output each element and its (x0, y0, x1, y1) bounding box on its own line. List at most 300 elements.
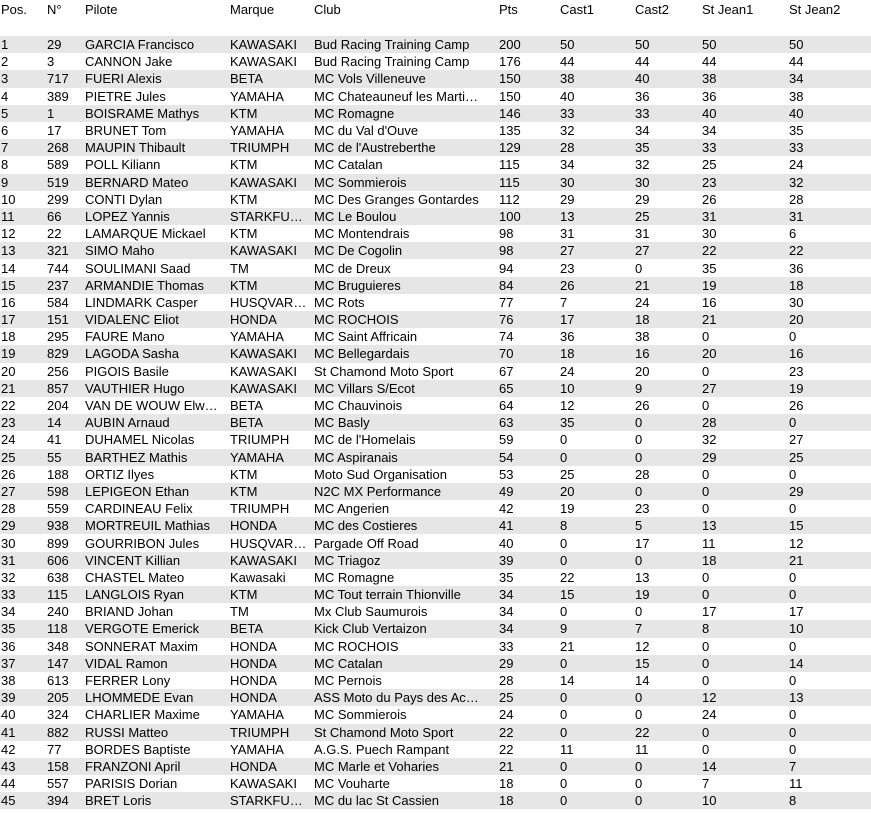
cell-st-jean1: 17 (702, 603, 789, 620)
cell-pos: 26 (0, 466, 47, 483)
cell-pos: 42 (0, 741, 47, 758)
cell-pts: 150 (499, 70, 560, 87)
cell-st-jean1: 40 (702, 105, 789, 122)
cell-st-jean2: 11 (789, 775, 871, 792)
table-row (0, 741, 871, 758)
cell-cast1: 40 (560, 88, 635, 105)
cell-marque: KAWASAKI (230, 552, 314, 569)
cell-st-jean2: 27 (789, 431, 871, 448)
cell-pos: 44 (0, 775, 47, 792)
cell-club: MC Bellegardais (314, 345, 499, 362)
cell-pos: 32 (0, 569, 47, 586)
cell-cast1: 0 (560, 724, 635, 741)
cell-club: MC Le Boulou (314, 208, 499, 225)
cell-club: Pargade Off Road (314, 534, 499, 551)
cell-cast2: 26 (635, 397, 702, 414)
cell-st-jean2: 24 (789, 156, 871, 173)
cell-st-jean1: 8 (702, 620, 789, 637)
cell-st-jean1: 0 (702, 363, 789, 380)
header-spacer (0, 23, 871, 36)
cell-club: Bud Racing Training Camp (314, 53, 499, 70)
cell-pos: 15 (0, 277, 47, 294)
cell-cast2: 23 (635, 500, 702, 517)
cell-pos: 43 (0, 758, 47, 775)
cell-pilote: GOURRIBON Jules (85, 534, 230, 551)
cell-number: 606 (47, 552, 85, 569)
cell-club: Mx Club Saumurois (314, 603, 499, 620)
header-marque: Marque (230, 2, 275, 17)
cell-pos: 16 (0, 294, 47, 311)
cell-marque: YAMAHA (230, 122, 314, 139)
cell-pts: 24 (499, 706, 560, 723)
cell-club: MC De Cogolin (314, 242, 499, 259)
cell-pts: 42 (499, 500, 560, 517)
cell-marque: KAWASAKI (230, 36, 314, 53)
cell-pilote: LINDMARK Casper (85, 294, 230, 311)
cell-cast1: 0 (560, 655, 635, 672)
cell-marque: BETA (230, 620, 314, 637)
cell-st-jean1: 18 (702, 552, 789, 569)
cell-number: 17 (47, 122, 85, 139)
cell-pilote: SOULIMANI Saad (85, 259, 230, 276)
table-row (0, 225, 871, 242)
cell-pts: 22 (499, 724, 560, 741)
cell-pts: 34 (499, 603, 560, 620)
cell-pos: 29 (0, 517, 47, 534)
cell-cast2: 11 (635, 741, 702, 758)
cell-cast2: 0 (635, 431, 702, 448)
table-row (0, 328, 871, 345)
cell-pos: 8 (0, 156, 47, 173)
cell-cast1: 19 (560, 500, 635, 517)
cell-st-jean2: 0 (789, 672, 871, 689)
cell-number: 589 (47, 156, 85, 173)
cell-st-jean1: 14 (702, 758, 789, 775)
cell-pos: 1 (0, 36, 47, 53)
cell-marque: YAMAHA (230, 706, 314, 723)
cell-number: 158 (47, 758, 85, 775)
cell-pos: 7 (0, 139, 47, 156)
table-row (0, 603, 871, 620)
cell-cast2: 0 (635, 775, 702, 792)
cell-number: 557 (47, 775, 85, 792)
cell-pilote: CANNON Jake (85, 53, 230, 70)
cell-pilote: BRET Loris (85, 792, 230, 809)
cell-marque: KTM (230, 586, 314, 603)
cell-marque: BETA (230, 70, 314, 87)
cell-st-jean2: 26 (789, 397, 871, 414)
cell-club: MC Vols Villeneuve (314, 70, 499, 87)
cell-cast1: 31 (560, 225, 635, 242)
cell-cast2: 0 (635, 449, 702, 466)
cell-pos: 17 (0, 311, 47, 328)
cell-club: MC Angerien (314, 500, 499, 517)
cell-cast1: 7 (560, 294, 635, 311)
cell-pos: 27 (0, 483, 47, 500)
cell-st-jean1: 0 (702, 397, 789, 414)
cell-pts: 63 (499, 414, 560, 431)
cell-st-jean2: 7 (789, 758, 871, 775)
cell-pos: 2 (0, 53, 47, 70)
cell-pos: 23 (0, 414, 47, 431)
cell-club: MC ROCHOIS (314, 638, 499, 655)
table-row (0, 483, 871, 500)
cell-cast1: 0 (560, 552, 635, 569)
cell-marque: KAWASAKI (230, 363, 314, 380)
cell-st-jean2: 12 (789, 534, 871, 551)
cell-st-jean1: 50 (702, 36, 789, 53)
cell-club: MC Bruguieres (314, 277, 499, 294)
cell-cast2: 0 (635, 414, 702, 431)
cell-pos: 13 (0, 242, 47, 259)
header-st-jean2: St Jean2 (789, 2, 841, 17)
cell-st-jean2: 17 (789, 603, 871, 620)
table-row (0, 191, 871, 208)
cell-marque: KAWASAKI (230, 345, 314, 362)
cell-marque: YAMAHA (230, 741, 314, 758)
cell-cast1: 0 (560, 449, 635, 466)
cell-cast1: 0 (560, 689, 635, 706)
cell-st-jean1: 0 (702, 328, 789, 345)
cell-cast1: 0 (560, 758, 635, 775)
cell-pts: 76 (499, 311, 560, 328)
cell-marque: HONDA (230, 689, 314, 706)
cell-marque: BETA (230, 397, 314, 414)
table-row (0, 620, 871, 637)
cell-pts: 77 (499, 294, 560, 311)
cell-cast1: 26 (560, 277, 635, 294)
cell-cast1: 0 (560, 431, 635, 448)
cell-pos: 19 (0, 345, 47, 362)
cell-cast1: 11 (560, 741, 635, 758)
table-row (0, 122, 871, 139)
cell-club: Kick Club Vertaizon (314, 620, 499, 637)
cell-marque: Kawasaki (230, 569, 314, 586)
cell-pts: 135 (499, 122, 560, 139)
cell-st-jean1: 0 (702, 569, 789, 586)
cell-marque: YAMAHA (230, 88, 314, 105)
table-row (0, 449, 871, 466)
cell-number: 118 (47, 620, 85, 637)
table-row (0, 414, 871, 431)
cell-cast2: 40 (635, 70, 702, 87)
cell-club: MC Chateauneuf les Marti… (314, 88, 499, 105)
table-row (0, 672, 871, 689)
table-row (0, 689, 871, 706)
cell-pos: 34 (0, 603, 47, 620)
table-row (0, 724, 871, 741)
cell-pilote: DUHAMEL Nicolas (85, 431, 230, 448)
cell-st-jean2: 10 (789, 620, 871, 637)
cell-marque: KTM (230, 483, 314, 500)
cell-pts: 33 (499, 638, 560, 655)
cell-marque: HONDA (230, 638, 314, 655)
cell-marque: HUSQVAR… (230, 534, 314, 551)
table-row (0, 517, 871, 534)
cell-club: MC Des Granges Gontardes (314, 191, 499, 208)
cell-number: 348 (47, 638, 85, 655)
cell-pts: 28 (499, 672, 560, 689)
cell-club: MC ROCHOIS (314, 311, 499, 328)
cell-st-jean2: 33 (789, 139, 871, 156)
table-row (0, 706, 871, 723)
cell-st-jean1: 38 (702, 70, 789, 87)
cell-st-jean2: 29 (789, 483, 871, 500)
cell-number: 41 (47, 431, 85, 448)
cell-st-jean1: 33 (702, 139, 789, 156)
cell-club: MC Rots (314, 294, 499, 311)
table-row (0, 88, 871, 105)
cell-pos: 3 (0, 70, 47, 87)
cell-pilote: PIETRE Jules (85, 88, 230, 105)
cell-st-jean2: 0 (789, 741, 871, 758)
header-pts: Pts (499, 2, 518, 17)
cell-cast2: 27 (635, 242, 702, 259)
cell-cast2: 20 (635, 363, 702, 380)
cell-pts: 65 (499, 380, 560, 397)
cell-number: 829 (47, 345, 85, 362)
cell-club: MC Saint Affricain (314, 328, 499, 345)
cell-st-jean2: 20 (789, 311, 871, 328)
cell-marque: KTM (230, 277, 314, 294)
cell-cast2: 18 (635, 311, 702, 328)
cell-st-jean1: 29 (702, 449, 789, 466)
cell-cast1: 21 (560, 638, 635, 655)
table-row (0, 363, 871, 380)
cell-st-jean1: 22 (702, 242, 789, 259)
cell-st-jean1: 21 (702, 311, 789, 328)
cell-st-jean2: 16 (789, 345, 871, 362)
cell-pilote: LEPIGEON Ethan (85, 483, 230, 500)
cell-st-jean2: 35 (789, 122, 871, 139)
cell-pos: 41 (0, 724, 47, 741)
cell-pilote: CONTI Dylan (85, 191, 230, 208)
table-row (0, 208, 871, 225)
cell-number: 559 (47, 500, 85, 517)
cell-club: MC Vouharte (314, 775, 499, 792)
cell-st-jean2: 0 (789, 706, 871, 723)
cell-pilote: MORTREUIL Mathias (85, 517, 230, 534)
table-row (0, 70, 871, 87)
cell-st-jean1: 0 (702, 500, 789, 517)
header-st-jean1: St Jean1 (702, 2, 754, 17)
cell-st-jean2: 50 (789, 36, 871, 53)
cell-cast1: 27 (560, 242, 635, 259)
cell-club: MC du Val d'Ouve (314, 122, 499, 139)
cell-st-jean2: 0 (789, 586, 871, 603)
cell-number: 938 (47, 517, 85, 534)
cell-pilote: VIDALENC Eliot (85, 311, 230, 328)
cell-st-jean1: 31 (702, 208, 789, 225)
cell-number: 638 (47, 569, 85, 586)
cell-cast2: 13 (635, 569, 702, 586)
cell-st-jean2: 0 (789, 569, 871, 586)
table-row (0, 294, 871, 311)
cell-cast1: 0 (560, 534, 635, 551)
cell-pts: 129 (499, 139, 560, 156)
cell-marque: TRIUMPH (230, 500, 314, 517)
cell-number: 295 (47, 328, 85, 345)
cell-club: MC des Costieres (314, 517, 499, 534)
cell-pilote: AUBIN Arnaud (85, 414, 230, 431)
header-cast2: Cast2 (635, 2, 669, 17)
cell-number: 237 (47, 277, 85, 294)
cell-pilote: RUSSI Matteo (85, 724, 230, 741)
cell-pilote: ARMANDIE Thomas (85, 277, 230, 294)
cell-st-jean2: 21 (789, 552, 871, 569)
cell-club: MC Sommierois (314, 706, 499, 723)
cell-pts: 74 (499, 328, 560, 345)
cell-cast1: 50 (560, 36, 635, 53)
cell-st-jean2: 14 (789, 655, 871, 672)
cell-st-jean2: 44 (789, 53, 871, 70)
cell-cast1: 0 (560, 792, 635, 809)
cell-number: 598 (47, 483, 85, 500)
cell-pts: 146 (499, 105, 560, 122)
cell-cast2: 19 (635, 586, 702, 603)
cell-pts: 34 (499, 586, 560, 603)
cell-pilote: LHOMMEDE Evan (85, 689, 230, 706)
cell-st-jean2: 30 (789, 294, 871, 311)
cell-marque: HONDA (230, 758, 314, 775)
cell-cast1: 33 (560, 105, 635, 122)
cell-cast2: 0 (635, 483, 702, 500)
cell-pos: 37 (0, 655, 47, 672)
cell-pilote: FAURE Mano (85, 328, 230, 345)
cell-number: 899 (47, 534, 85, 551)
cell-number: 14 (47, 414, 85, 431)
cell-cast2: 17 (635, 534, 702, 551)
table-row (0, 569, 871, 586)
cell-pts: 67 (499, 363, 560, 380)
cell-pilote: FRANZONI April (85, 758, 230, 775)
cell-number: 147 (47, 655, 85, 672)
cell-pts: 21 (499, 758, 560, 775)
cell-st-jean2: 6 (789, 225, 871, 242)
cell-pos: 10 (0, 191, 47, 208)
header-cast1: Cast1 (560, 2, 594, 17)
cell-marque: KTM (230, 225, 314, 242)
cell-cast1: 14 (560, 672, 635, 689)
cell-pts: 34 (499, 620, 560, 637)
cell-pos: 4 (0, 88, 47, 105)
table-row (0, 534, 871, 551)
cell-pilote: MAUPIN Thibault (85, 139, 230, 156)
cell-number: 857 (47, 380, 85, 397)
cell-number: 29 (47, 36, 85, 53)
cell-number: 394 (47, 792, 85, 809)
cell-cast1: 20 (560, 483, 635, 500)
cell-club: MC Aspiranais (314, 449, 499, 466)
cell-number: 1 (47, 105, 85, 122)
cell-st-jean2: 19 (789, 380, 871, 397)
cell-pilote: BARTHEZ Mathis (85, 449, 230, 466)
cell-pos: 36 (0, 638, 47, 655)
table-row (0, 638, 871, 655)
cell-cast1: 18 (560, 345, 635, 362)
cell-cast2: 16 (635, 345, 702, 362)
table-row (0, 156, 871, 173)
cell-pilote: BOISRAME Mathys (85, 105, 230, 122)
cell-st-jean1: 0 (702, 741, 789, 758)
cell-pos: 21 (0, 380, 47, 397)
cell-club: MC Catalan (314, 655, 499, 672)
cell-cast1: 38 (560, 70, 635, 87)
cell-pts: 35 (499, 569, 560, 586)
cell-cast2: 0 (635, 758, 702, 775)
cell-club: Moto Sud Organisation (314, 466, 499, 483)
cell-number: 299 (47, 191, 85, 208)
table-row (0, 397, 871, 414)
cell-club: MC Montendrais (314, 225, 499, 242)
cell-cast1: 0 (560, 603, 635, 620)
cell-cast1: 23 (560, 259, 635, 276)
table-row (0, 466, 871, 483)
table-row (0, 431, 871, 448)
cell-marque: HUSQVAR… (230, 294, 314, 311)
cell-pts: 39 (499, 552, 560, 569)
cell-cast1: 34 (560, 156, 635, 173)
cell-marque: STARKFU… (230, 792, 314, 809)
cell-pts: 49 (499, 483, 560, 500)
cell-marque: TM (230, 603, 314, 620)
cell-st-jean1: 0 (702, 483, 789, 500)
cell-cast2: 0 (635, 706, 702, 723)
table-row (0, 655, 871, 672)
cell-pos: 39 (0, 689, 47, 706)
cell-cast2: 38 (635, 328, 702, 345)
cell-club: MC Pernois (314, 672, 499, 689)
cell-club: MC du lac St Cassien (314, 792, 499, 809)
cell-cast1: 29 (560, 191, 635, 208)
cell-club: MC Tout terrain Thionville (314, 586, 499, 603)
header-club: Club (314, 2, 341, 17)
cell-st-jean1: 27 (702, 380, 789, 397)
cell-pilote: POLL Kiliann (85, 156, 230, 173)
table-row (0, 105, 871, 122)
cell-marque: YAMAHA (230, 449, 314, 466)
cell-cast2: 0 (635, 552, 702, 569)
cell-marque: KTM (230, 466, 314, 483)
cell-pts: 29 (499, 655, 560, 672)
cell-number: 744 (47, 259, 85, 276)
cell-pilote: CHASTEL Mateo (85, 569, 230, 586)
cell-cast2: 25 (635, 208, 702, 225)
cell-pos: 11 (0, 208, 47, 225)
header-number: N° (47, 2, 62, 17)
cell-pts: 70 (499, 345, 560, 362)
cell-st-jean2: 0 (789, 638, 871, 655)
table-row (0, 758, 871, 775)
cell-pilote: BRIAND Johan (85, 603, 230, 620)
cell-club: MC de l'Homelais (314, 431, 499, 448)
cell-club: MC de Dreux (314, 259, 499, 276)
cell-cast1: 30 (560, 174, 635, 191)
cell-cast2: 33 (635, 105, 702, 122)
cell-st-jean1: 7 (702, 775, 789, 792)
cell-pilote: VAUTHIER Hugo (85, 380, 230, 397)
cell-st-jean1: 0 (702, 466, 789, 483)
cell-number: 389 (47, 88, 85, 105)
cell-pilote: VAN DE WOUW Elw… (85, 397, 230, 414)
cell-st-jean2: 0 (789, 328, 871, 345)
cell-st-jean2: 34 (789, 70, 871, 87)
table-row (0, 552, 871, 569)
cell-st-jean2: 0 (789, 414, 871, 431)
cell-pilote: LAGODA Sasha (85, 345, 230, 362)
cell-pts: 98 (499, 225, 560, 242)
cell-cast2: 50 (635, 36, 702, 53)
